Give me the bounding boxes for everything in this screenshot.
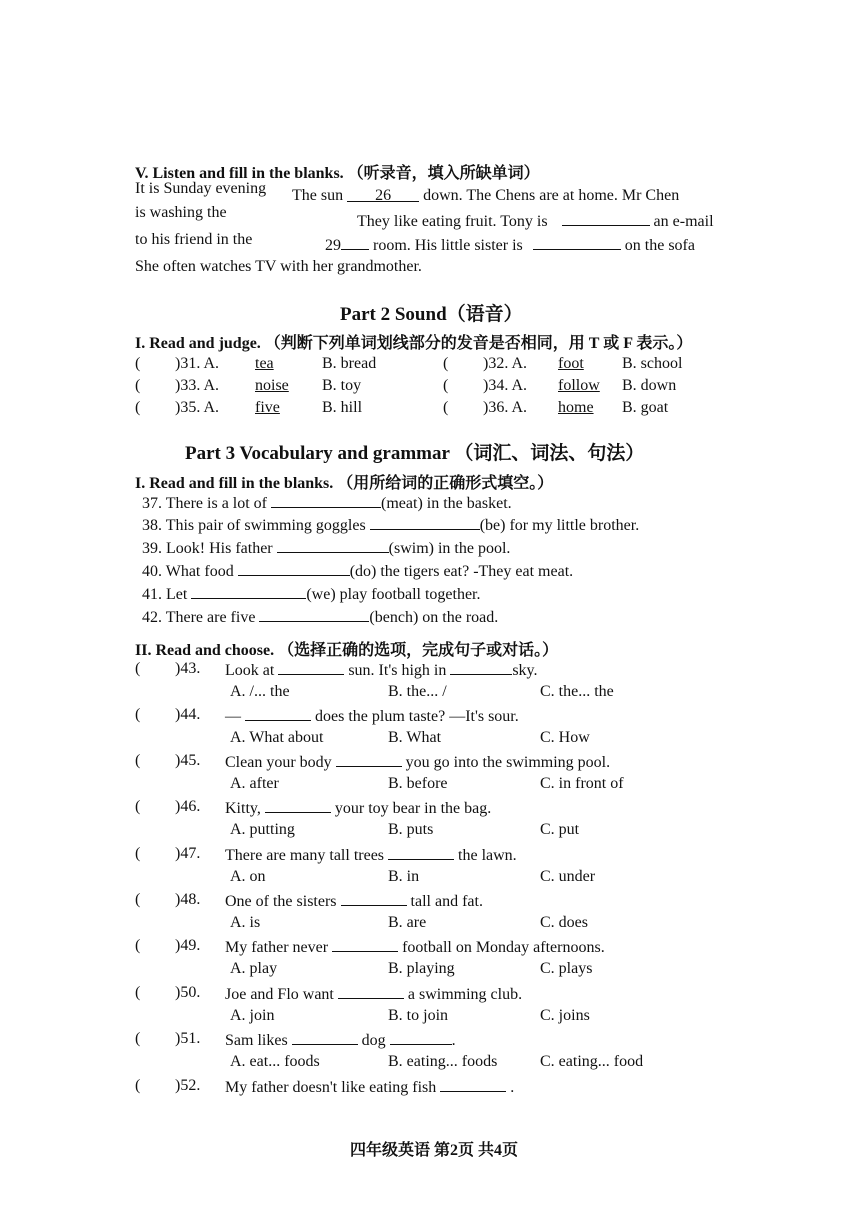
- question-blank[interactable]: [265, 798, 331, 813]
- answer-paren-open[interactable]: (: [135, 660, 141, 677]
- question-part: football on Monday afternoons.: [402, 939, 605, 956]
- listen-line-2: [357, 211, 714, 231]
- option-b[interactable]: B. playing: [388, 960, 455, 977]
- question-number: )49.: [175, 937, 201, 954]
- fill-prompt: 42. There are five: [142, 609, 256, 626]
- question-part: My father doesn't like eating fish: [225, 1079, 437, 1096]
- question-text: [225, 1030, 456, 1050]
- listen-blank[interactable]: [562, 211, 650, 226]
- option-b: B. goat: [622, 399, 669, 416]
- question-blank[interactable]: [388, 845, 454, 860]
- answer-paren-open[interactable]: (: [135, 1030, 141, 1047]
- question-blank[interactable]: [341, 891, 407, 906]
- option-b: B. school: [622, 355, 683, 372]
- fill-blank[interactable]: [191, 584, 306, 599]
- question-text: [225, 845, 517, 865]
- question-text: [225, 937, 605, 957]
- question-part: a swimming club.: [407, 986, 523, 1003]
- question-text: [225, 798, 491, 818]
- answer-paren-open[interactable]: (: [135, 706, 141, 723]
- question-part: Clean your body: [225, 754, 332, 771]
- listen-line-1: [292, 187, 679, 205]
- question-part: your toy bear in the bag.: [334, 800, 492, 817]
- option-c[interactable]: C. the... the: [540, 683, 614, 700]
- option-c[interactable]: C. joins: [540, 1007, 590, 1024]
- answer-paren-open[interactable]: (: [135, 891, 141, 908]
- question-number: )34. A.: [483, 377, 527, 394]
- part2-instruction: I. Read and judge. （判断下列单词划线部分的发音是否相同，用 T 或 F 表示。）: [135, 335, 693, 352]
- question-number: )46.: [175, 798, 201, 815]
- answer-paren-open[interactable]: (: [135, 355, 141, 372]
- fill-prompt: 39. Look! His father: [142, 540, 273, 557]
- option-a[interactable]: A. /... the: [230, 683, 290, 700]
- fill-blank[interactable]: [238, 561, 350, 576]
- question-blank[interactable]: [390, 1030, 452, 1045]
- question-number: )36. A.: [483, 399, 527, 416]
- question-text: [225, 752, 610, 772]
- answer-paren-open[interactable]: (: [135, 1077, 141, 1094]
- option-b[interactable]: B. are: [388, 914, 427, 931]
- option-a[interactable]: A. putting: [230, 821, 295, 838]
- question-blank[interactable]: [332, 937, 398, 952]
- listen-text: down. The Chens are at home. Mr Chen: [423, 187, 680, 204]
- option-a[interactable]: A. play: [230, 960, 278, 977]
- listen-text: They like eating fruit. Tony is: [357, 213, 548, 230]
- option-b: B. bread: [322, 355, 377, 372]
- option-a-word: home: [558, 399, 594, 416]
- option-c[interactable]: C. plays: [540, 960, 593, 977]
- listen-text: The sun: [292, 187, 344, 204]
- option-a-word: follow: [558, 377, 600, 394]
- question-text: [225, 706, 519, 726]
- question-part: does the plum taste? —It's sour.: [315, 708, 519, 725]
- blank-number: 29: [325, 237, 341, 254]
- question-text: [225, 984, 522, 1004]
- listen-blank-29[interactable]: [341, 235, 369, 250]
- fill-prompt: 37. There is a lot of: [142, 495, 268, 512]
- fill-hint: (meat) in the basket.: [381, 495, 512, 512]
- option-a-word: foot: [558, 355, 584, 372]
- fill-item: [142, 561, 573, 581]
- fill-hint: (swim) in the pool.: [388, 540, 511, 557]
- part3-title: Part 3 Vocabulary and grammar （词汇、词法、句法）: [185, 443, 645, 464]
- option-a-word: tea: [255, 355, 274, 372]
- option-c[interactable]: C. under: [540, 868, 596, 885]
- fill-item: [142, 515, 639, 535]
- question-part: Joe and Flo want: [225, 986, 334, 1003]
- option-a[interactable]: A. after: [230, 775, 279, 792]
- question-number: )45.: [175, 752, 201, 769]
- question-part: you go into the swimming pool.: [405, 754, 611, 771]
- answer-paren-open[interactable]: (: [135, 798, 141, 815]
- option-b: B. hill: [322, 399, 363, 416]
- listen-line-2-start: is washing the: [135, 204, 227, 221]
- option-b[interactable]: B. puts: [388, 821, 434, 838]
- question-part: My father never: [225, 939, 329, 956]
- option-a[interactable]: A. on: [230, 868, 266, 885]
- option-c[interactable]: C. eating... food: [540, 1053, 644, 1070]
- option-a-word: noise: [255, 377, 289, 394]
- fill-hint: (bench) on the road.: [369, 609, 499, 626]
- question-number: )33. A.: [175, 377, 219, 394]
- part3-instruction-1: I. Read and fill in the blanks. （用所给词的正确形式填空。）: [135, 475, 554, 492]
- part2-title: Part 2 Sound（语音）: [340, 304, 523, 325]
- answer-paren-open[interactable]: (: [443, 377, 449, 394]
- listen-blank[interactable]: [533, 235, 621, 250]
- question-part: .: [510, 1079, 515, 1096]
- option-a[interactable]: A. What about: [230, 729, 324, 746]
- question-number: )43.: [175, 660, 201, 677]
- question-blank[interactable]: [450, 660, 512, 675]
- question-number: )50.: [175, 984, 201, 1001]
- fill-prompt: 38. This pair of swimming goggles: [142, 517, 366, 534]
- option-a[interactable]: A. is: [230, 914, 261, 931]
- answer-paren-open[interactable]: (: [135, 399, 141, 416]
- listen-text: room. His little sister is: [373, 237, 523, 254]
- option-b[interactable]: B. in: [388, 868, 420, 885]
- option-b[interactable]: B. the... /: [388, 683, 447, 700]
- answer-paren-open[interactable]: (: [443, 355, 449, 372]
- question-part: There are many tall trees: [225, 847, 385, 864]
- listen-text: an e-mail: [653, 213, 714, 230]
- question-part: the lawn.: [458, 847, 517, 864]
- fill-blank[interactable]: [370, 515, 480, 530]
- question-text: [225, 1077, 514, 1097]
- listen-line-4: She often watches TV with her grandmother.: [135, 258, 422, 275]
- page-footer: 四年级英语 第2页 共4页: [349, 1142, 518, 1159]
- fill-hint: (be) for my little brother.: [479, 517, 640, 534]
- fill-blank[interactable]: [271, 493, 381, 508]
- question-blank[interactable]: [440, 1077, 506, 1092]
- question-number: )35. A.: [175, 399, 219, 416]
- option-c[interactable]: C. How: [540, 729, 590, 746]
- listen-blank-26[interactable]: [347, 187, 419, 202]
- fill-item: [142, 607, 498, 627]
- option-a[interactable]: A. join: [230, 1007, 275, 1024]
- question-blank[interactable]: [278, 660, 344, 675]
- answer-paren-open[interactable]: (: [443, 399, 449, 416]
- option-b: B. toy: [322, 377, 362, 394]
- answer-paren-open[interactable]: (: [135, 845, 141, 862]
- option-c[interactable]: C. does: [540, 914, 588, 931]
- fill-item: [142, 584, 481, 604]
- listen-line-1-start: It is Sunday evening: [135, 180, 267, 197]
- question-part: Look at: [225, 662, 275, 679]
- blank-number: 26: [375, 187, 392, 204]
- question-part: .: [451, 1032, 456, 1049]
- option-b[interactable]: B. What: [388, 729, 442, 746]
- question-part: Kitty,: [225, 800, 261, 817]
- fill-item: [142, 493, 512, 513]
- question-blank[interactable]: [292, 1030, 358, 1045]
- option-b[interactable]: B. eating... foods: [388, 1053, 498, 1070]
- question-number: )51.: [175, 1030, 201, 1047]
- option-a[interactable]: A. eat... foods: [230, 1053, 320, 1070]
- option-b[interactable]: B. to join: [388, 1007, 449, 1024]
- question-text: [225, 891, 483, 911]
- listen-line-3-start: to his friend in the: [135, 231, 253, 248]
- option-c[interactable]: C. put: [540, 821, 580, 838]
- question-part: dog: [361, 1032, 386, 1049]
- option-a-word: five: [255, 399, 280, 416]
- option-b[interactable]: B. before: [388, 775, 448, 792]
- question-part: sky.: [512, 662, 538, 679]
- question-number: )31. A.: [175, 355, 219, 372]
- question-text: [225, 660, 538, 680]
- question-part: —: [225, 708, 241, 725]
- question-blank[interactable]: [338, 984, 404, 999]
- question-blank[interactable]: [245, 706, 311, 721]
- answer-paren-open[interactable]: (: [135, 377, 141, 394]
- answer-paren-open[interactable]: (: [135, 752, 141, 769]
- answer-paren-open[interactable]: (: [135, 984, 141, 1001]
- fill-hint: (do) the tigers eat? -They eat meat.: [349, 563, 574, 580]
- fill-prompt: 40. What food: [142, 563, 234, 580]
- question-number: )32. A.: [483, 355, 527, 372]
- option-c[interactable]: C. in front of: [540, 775, 624, 792]
- question-number: )48.: [175, 891, 201, 908]
- question-blank[interactable]: [336, 752, 402, 767]
- question-number: )44.: [175, 706, 201, 723]
- listen-line-3: [325, 235, 695, 255]
- question-part: tall and fat.: [410, 893, 483, 910]
- fill-blank[interactable]: [277, 538, 389, 553]
- option-b: B. down: [622, 377, 677, 394]
- question-part: Sam likes: [225, 1032, 288, 1049]
- fill-blank[interactable]: [259, 607, 369, 622]
- section-v-title: V. Listen and fill in the blanks. （听录音，填入所缺单词）: [135, 165, 540, 182]
- part3-instruction-2: II. Read and choose. （选择正确的选项，完成句子或对话。）: [135, 642, 559, 659]
- fill-item: [142, 538, 510, 558]
- question-number: )47.: [175, 845, 201, 862]
- question-part: One of the sisters: [225, 893, 337, 910]
- question-part: sun. It's high in: [348, 662, 447, 679]
- fill-prompt: 41. Let: [142, 586, 188, 603]
- answer-paren-open[interactable]: (: [135, 937, 141, 954]
- fill-hint: (we) play football together.: [306, 586, 481, 603]
- question-number: )52.: [175, 1077, 201, 1094]
- listen-text: on the sofa: [624, 237, 695, 254]
